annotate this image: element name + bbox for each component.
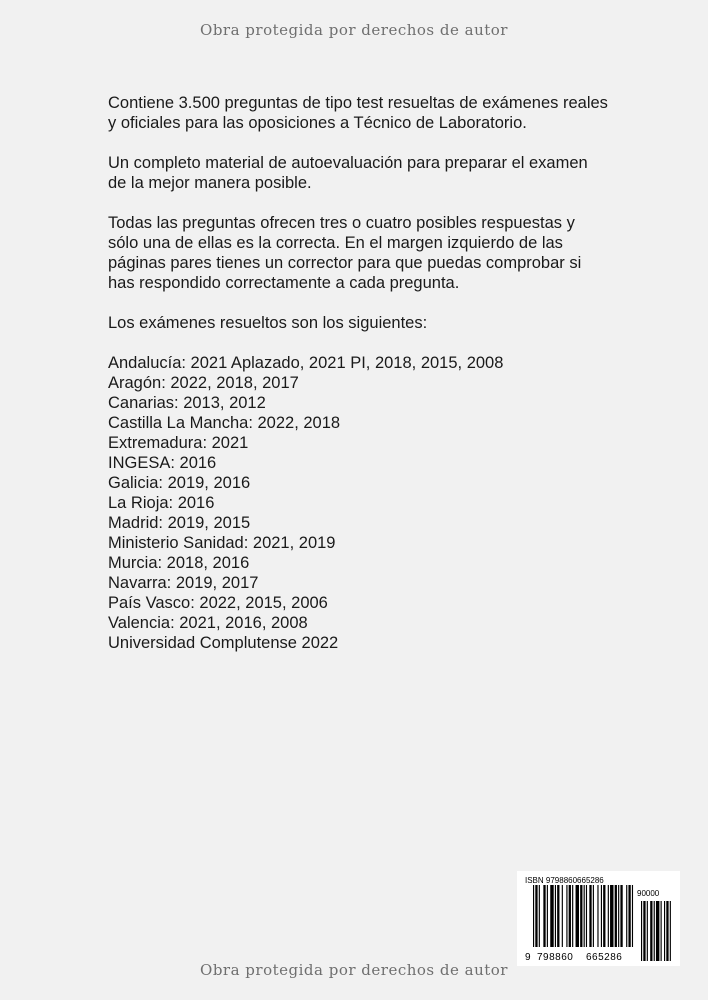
list-item: Andalucía: 2021 Aplazado, 2021 PI, 2018, 2015, 2008 — [108, 354, 504, 372]
paragraph-line: de la mejor manera posible. — [108, 174, 312, 192]
exam-list — [108, 353, 628, 653]
paragraph-line: sólo una de ellas es la correcta. En el margen izquierdo de las — [108, 234, 563, 252]
paragraph-line: y oficiales para las oposiciones a Técnico de Laboratorio. — [108, 114, 527, 132]
back-cover-text — [108, 93, 628, 653]
paragraph-line: Contiene 3.500 preguntas de tipo test resueltas de exámenes reales — [108, 94, 608, 112]
list-item: País Vasco: 2022, 2015, 2006 — [108, 594, 328, 612]
paragraph-intro — [108, 93, 628, 133]
list-item: INGESA: 2016 — [108, 454, 217, 472]
barcode-addon-label: 90000 — [637, 889, 660, 898]
paragraph-line: páginas pares tienes un corrector para que puedas comprobar si — [108, 254, 582, 272]
list-item: Murcia: 2018, 2016 — [108, 554, 250, 572]
barcode-digits-right: 665286 — [586, 952, 623, 963]
list-item: Madrid: 2019, 2015 — [108, 514, 251, 532]
paragraph-line: has respondido correctamente a cada pregunta. — [108, 274, 460, 292]
paragraph-exams-heading — [108, 313, 628, 333]
list-item: La Rioja: 2016 — [108, 494, 215, 512]
paragraph-line: Un completo material de autoevaluación para preparar el examen — [108, 154, 588, 172]
paragraph-line: Todas las preguntas ofrecen tres o cuatro posibles respuestas y — [108, 214, 575, 232]
list-item: Galicia: 2019, 2016 — [108, 474, 251, 492]
paragraph-answers — [108, 213, 628, 293]
isbn-barcode — [517, 871, 680, 966]
list-item: Aragón: 2022, 2018, 2017 — [108, 374, 299, 392]
list-item: Navarra: 2019, 2017 — [108, 574, 259, 592]
list-item: Ministerio Sanidad: 2021, 2019 — [108, 534, 336, 552]
list-item: Castilla La Mancha: 2022, 2018 — [108, 414, 341, 432]
isbn-label: ISBN 9798860665286 — [525, 876, 604, 885]
list-item: Universidad Complutense 2022 — [108, 634, 339, 652]
barcode-digits-left: 798860 — [537, 952, 574, 963]
copyright-watermark-bottom: Obra protegida por derechos de autor — [200, 961, 508, 979]
paragraph-line: Los exámenes resueltos son los siguientes: — [108, 314, 428, 332]
barcode-digit-lead: 9 — [525, 952, 531, 963]
copyright-watermark-top: Obra protegida por derechos de autor — [200, 21, 508, 39]
list-item: Canarias: 2013, 2012 — [108, 394, 266, 412]
barcode-bars — [523, 885, 675, 965]
list-item: Valencia: 2021, 2016, 2008 — [108, 614, 308, 632]
paragraph-self-assessment — [108, 153, 628, 193]
list-item: Extremadura: 2021 — [108, 434, 249, 452]
